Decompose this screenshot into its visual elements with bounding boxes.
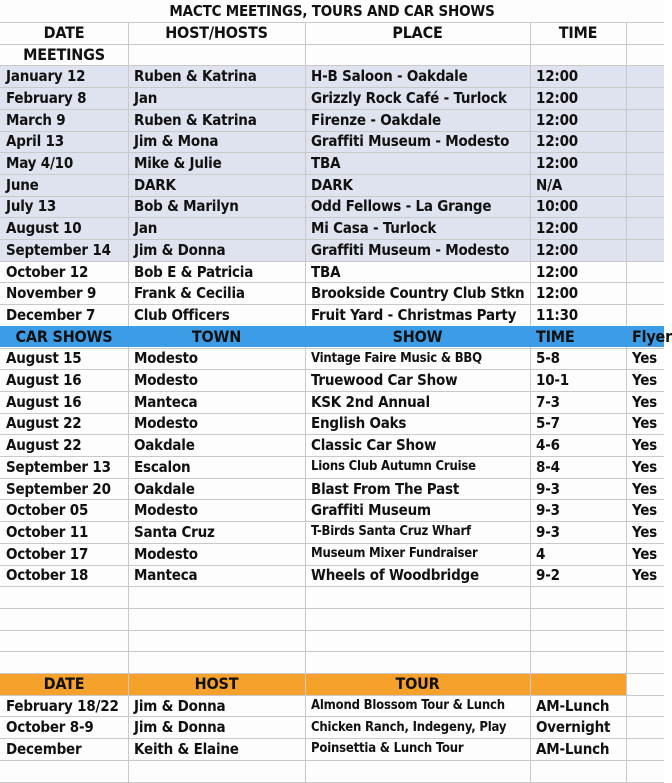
carshow-row (0, 543, 664, 565)
carshow-time: 10-1 (536, 371, 569, 390)
meeting-time: 12:00 (536, 110, 578, 129)
carshow-name: English Oaks (311, 414, 407, 433)
carshow-name: Truewood Car Show (311, 371, 458, 390)
meeting-time: N/A (536, 175, 563, 194)
tour-host: Keith & Elaine (134, 739, 239, 758)
meeting-date: October 12 (6, 262, 89, 281)
meeting-place: Odd Fellows - La Grange (311, 197, 492, 216)
meeting-place: TBA (311, 262, 341, 281)
carshow-date: August 22 (6, 414, 82, 433)
carshow-flyer: Yes (632, 392, 657, 411)
carshow-row (0, 521, 664, 543)
meeting-time: 10:00 (536, 197, 578, 216)
carshow-date: October 05 (6, 501, 89, 520)
carshow-date: August 15 (6, 349, 82, 368)
carshow-row (0, 391, 664, 413)
grid-line (0, 782, 664, 783)
meeting-date: August 10 (6, 219, 82, 238)
carshow-name: Lions Club Autumn Cruise (311, 459, 476, 475)
grid-line (0, 586, 664, 587)
tour-header-date: DATE (43, 674, 85, 694)
meeting-host: Bob & Marilyn (134, 197, 239, 216)
meeting-time: 12:00 (536, 132, 578, 151)
carshow-row (0, 478, 664, 500)
meeting-host: Jan (134, 88, 158, 107)
meeting-date: May 4/10 (6, 154, 74, 173)
meeting-date: June (6, 175, 39, 194)
carshow-town: Oakdale (134, 436, 195, 455)
meeting-date: December 7 (6, 305, 96, 324)
carshow-row (0, 565, 664, 587)
carshow-town: Modesto (134, 349, 198, 368)
meeting-place: Mi Casa - Turlock (311, 219, 437, 238)
carshow-time: 9-3 (536, 522, 560, 541)
carshow-flyer: Yes (632, 544, 657, 563)
meeting-date: November 9 (6, 284, 97, 303)
tour-time: Overnight (536, 718, 611, 737)
carshow-time: 4 (536, 544, 546, 563)
tour-name: Poinsettia & Lunch Tour (311, 741, 464, 757)
carshow-name: Classic Car Show (311, 436, 437, 455)
tour-row (0, 716, 664, 738)
header-town: TOWN (191, 327, 242, 347)
meetings-header-row (0, 22, 664, 44)
meeting-host: Club Officers (134, 305, 230, 324)
carshow-date: October 11 (6, 522, 89, 541)
meetings-label-row (0, 44, 664, 66)
meeting-time: 12:00 (536, 284, 578, 303)
carshow-town: Santa Cruz (134, 522, 215, 541)
grid-line (0, 630, 664, 631)
carshow-date: October 17 (6, 544, 89, 563)
header-host: HOST/HOSTS (165, 23, 268, 43)
tour-time: AM-Lunch (536, 696, 610, 715)
header-date: DATE (43, 23, 85, 43)
meeting-date: February 8 (6, 88, 87, 107)
carshow-town: Escalon (134, 457, 191, 476)
meeting-time: 12:00 (536, 67, 578, 86)
meeting-place: TBA (311, 154, 341, 173)
carshow-date: August 16 (6, 392, 82, 411)
carshow-time: 8-4 (536, 457, 560, 476)
carshow-date: September 13 (6, 457, 111, 476)
header-show: SHOW (392, 327, 443, 347)
meeting-row (0, 87, 664, 109)
meeting-date: September 14 (6, 240, 111, 259)
carshow-row (0, 413, 664, 435)
meeting-row (0, 304, 664, 326)
carshow-time: 9-2 (536, 566, 560, 585)
carshow-date: October 18 (6, 566, 89, 585)
carshow-flyer: Yes (632, 371, 657, 390)
meeting-place: Graffiti Museum - Modesto (311, 240, 510, 259)
carshow-row (0, 456, 664, 478)
meeting-row (0, 239, 664, 261)
meeting-time: 12:00 (536, 88, 578, 107)
tours-header-row (0, 673, 664, 695)
carshow-name: Wheels of Woodbridge (311, 566, 479, 585)
carshow-name: T-Birds Santa Cruz Wharf (311, 524, 471, 540)
meeting-host: Jan (134, 219, 158, 238)
meeting-place: Fruit Yard - Christmas Party (311, 305, 517, 324)
carshow-town: Manteca (134, 566, 198, 585)
grid-line (0, 608, 664, 609)
meeting-host: Frank & Cecilia (134, 284, 245, 303)
carshow-town: Manteca (134, 392, 198, 411)
meeting-row (0, 152, 664, 174)
meeting-time: 11:30 (536, 305, 578, 324)
carshow-flyer: Yes (632, 566, 657, 585)
meeting-date: July 13 (6, 197, 57, 216)
carshow-row (0, 499, 664, 521)
meeting-time: 12:00 (536, 154, 578, 173)
meeting-host: Jim & Mona (134, 132, 219, 151)
meeting-place: Brookside Country Club Stkn (311, 284, 525, 303)
carshow-row (0, 434, 664, 456)
meeting-row (0, 217, 664, 239)
carshow-flyer: Yes (632, 522, 657, 541)
tour-name: Chicken Ranch, Indegeny, Play (311, 719, 507, 735)
meeting-row (0, 131, 664, 153)
carshow-town: Oakdale (134, 479, 195, 498)
carshow-time: 9-3 (536, 479, 560, 498)
meetings-label: MEETINGS (23, 45, 105, 65)
meeting-row (0, 196, 664, 218)
carshow-flyer: Yes (632, 479, 657, 498)
carshow-time: 9-3 (536, 501, 560, 520)
carshow-time: 5-7 (536, 414, 560, 433)
meeting-row (0, 174, 664, 196)
grid-line (0, 651, 664, 652)
tour-date: October 8-9 (6, 718, 94, 737)
meeting-place: DARK (311, 175, 353, 194)
carshow-name: Vintage Faire Music & BBQ (311, 350, 482, 366)
sheet-title: MACTC MEETINGS, TOURS AND CAR SHOWS (169, 2, 495, 20)
tour-header-tour: TOUR (395, 674, 440, 694)
meeting-time: 12:00 (536, 240, 578, 259)
meeting-host: Ruben & Katrina (134, 67, 257, 86)
meeting-time: 12:00 (536, 219, 578, 238)
meeting-host: Mike & Julie (134, 154, 222, 173)
tour-row (0, 695, 664, 717)
header-flyer: Flyer (632, 327, 672, 347)
carshow-name: KSK 2nd Annual (311, 392, 430, 411)
grid-line (0, 760, 664, 761)
carshow-date: August 22 (6, 436, 82, 455)
carshow-town: Modesto (134, 544, 198, 563)
tour-host: Jim & Donna (134, 718, 226, 737)
meeting-place: Graffiti Museum - Modesto (311, 132, 510, 151)
tour-name: Almond Blossom Tour & Lunch (311, 698, 505, 714)
carshow-town: Modesto (134, 414, 198, 433)
header-place: PLACE (392, 23, 443, 43)
carshow-flyer: Yes (632, 501, 657, 520)
carshow-time: 4-6 (536, 436, 560, 455)
meeting-date: January 12 (6, 67, 86, 86)
carshow-name: Museum Mixer Fundraiser (311, 546, 478, 562)
carshow-row (0, 369, 664, 391)
carshow-town: Modesto (134, 501, 198, 520)
tour-date: December (6, 739, 82, 758)
meeting-place: Grizzly Rock Café - Turlock (311, 88, 507, 107)
carshow-flyer: Yes (632, 436, 657, 455)
carshow-row (0, 348, 664, 370)
carshow-name: Blast From The Past (311, 479, 460, 498)
carshow-flyer: Yes (632, 349, 657, 368)
carshows-header-row (0, 326, 672, 348)
carshow-town: Modesto (134, 371, 198, 390)
meeting-row (0, 282, 664, 304)
meeting-row (0, 109, 664, 131)
meeting-date: April 13 (6, 132, 64, 151)
meeting-host: Ruben & Katrina (134, 110, 257, 129)
carshow-flyer: Yes (632, 414, 657, 433)
meeting-host: DARK (134, 175, 176, 194)
tour-header-host: HOST (194, 674, 239, 694)
carshow-name: Graffiti Museum (311, 501, 431, 520)
meeting-time: 12:00 (536, 262, 578, 281)
meeting-place: H-B Saloon - Oakdale (311, 67, 468, 86)
carshow-flyer: Yes (632, 457, 657, 476)
tour-time: AM-Lunch (536, 739, 610, 758)
carshow-date: September 20 (6, 479, 111, 498)
carshows-label: CAR SHOWS (15, 327, 113, 347)
meeting-host: Jim & Donna (134, 240, 226, 259)
carshow-date: August 16 (6, 371, 82, 390)
header-time: TIME (558, 23, 598, 43)
meeting-host: Bob E & Patricia (134, 262, 254, 281)
meeting-place: Firenze - Oakdale (311, 110, 441, 129)
tour-host: Jim & Donna (134, 696, 226, 715)
tour-date: February 18/22 (6, 696, 119, 715)
carshow-time: 7-3 (536, 392, 560, 411)
carshow-time: 5-8 (536, 349, 560, 368)
meeting-row (0, 65, 664, 87)
tour-row (0, 738, 664, 760)
meeting-row (0, 261, 664, 283)
meeting-date: March 9 (6, 110, 66, 129)
header-show-time: TIME (536, 327, 575, 347)
